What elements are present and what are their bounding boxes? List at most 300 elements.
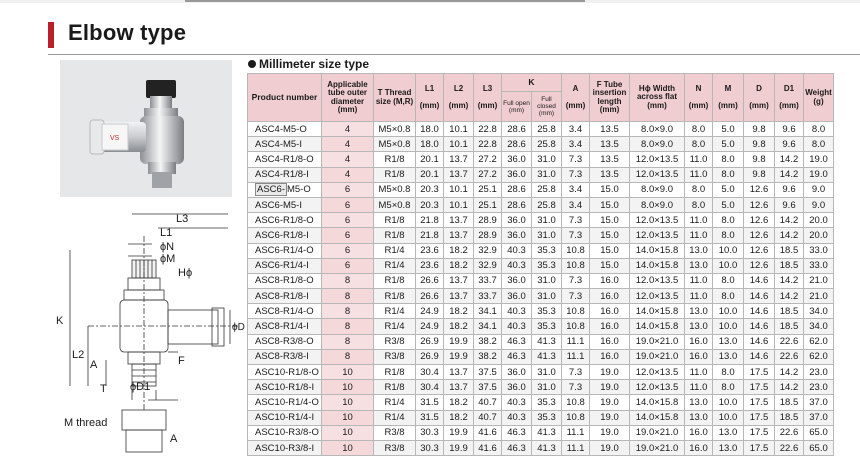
cell-product: ASC8-R1/4-I — [248, 319, 322, 334]
cell-M: 5.0 — [713, 182, 744, 197]
table-row — [248, 334, 834, 349]
cell-H: 12.0×13.5 — [630, 228, 685, 243]
cell-L1: 20.1 — [416, 152, 444, 167]
header-L1 — [416, 74, 444, 122]
cell-L3: 37.5 — [474, 365, 502, 380]
cell-K-closed: 31.0 — [532, 365, 562, 380]
cell-K-open: 40.3 — [502, 395, 532, 410]
cell-K-closed: 41.3 — [532, 334, 562, 349]
cell-F: 13.5 — [590, 152, 630, 167]
cell-L3: 37.5 — [474, 380, 502, 395]
cell-D1: 14.2 — [775, 228, 804, 243]
cell-L1: 21.8 — [416, 228, 444, 243]
cell-weight: 34.0 — [804, 319, 834, 334]
cell-weight: 65.0 — [804, 440, 834, 455]
cell-text: M5-O — [286, 184, 311, 196]
cell-A: 3.4 — [562, 122, 590, 137]
header-D-label: D — [756, 83, 762, 93]
cell-H: 19.0×21.0 — [630, 440, 685, 455]
header-D1 — [775, 74, 804, 122]
cell-F: 15.0 — [590, 228, 630, 243]
cell-tube: 8 — [322, 273, 374, 288]
table-row — [248, 122, 834, 137]
cell-A: 7.3 — [562, 365, 590, 380]
cell-tube: 8 — [322, 319, 374, 334]
header-N — [685, 74, 713, 122]
cell-A: 10.8 — [562, 258, 590, 273]
cell-thread: M5×0.8 — [374, 122, 416, 137]
cell-N: 11.0 — [685, 380, 713, 395]
header-F: F Tube insertion length (mm) — [590, 74, 630, 122]
cell-K-open: 28.6 — [502, 197, 532, 212]
cell-F: 13.5 — [590, 122, 630, 137]
label-A: A — [90, 359, 98, 371]
cell-L2: 19.9 — [444, 349, 474, 364]
cell-F: 19.0 — [590, 365, 630, 380]
cell-product: ASC10-R1/8-O — [248, 365, 322, 380]
cell-product: ASC8-R1/8-I — [248, 289, 322, 304]
cell-N: 8.0 — [685, 182, 713, 197]
cell-L2: 18.2 — [444, 243, 474, 258]
cell-tube: 10 — [322, 365, 374, 380]
cell-tube: 4 — [322, 122, 374, 137]
cell-H: 19.0×21.0 — [630, 425, 685, 440]
cell-weight: 21.0 — [804, 289, 834, 304]
cell-H: 12.0×13.5 — [630, 289, 685, 304]
cell-L2: 18.2 — [444, 410, 474, 425]
cell-M: 8.0 — [713, 380, 744, 395]
cell-M: 8.0 — [713, 273, 744, 288]
cell-L3: 38.2 — [474, 334, 502, 349]
cell-N: 11.0 — [685, 228, 713, 243]
cell-thread: R3/8 — [374, 334, 416, 349]
cell-product: ASC10-R1/4-O — [248, 395, 322, 410]
cell-A: 10.8 — [562, 319, 590, 334]
header-product: Product number — [248, 74, 322, 122]
cell-F: 16.0 — [590, 334, 630, 349]
label-phiD1: ϕD1 — [130, 381, 151, 393]
cell-L2: 10.1 — [444, 197, 474, 212]
cell-A: 11.1 — [562, 349, 590, 364]
cell-A: 7.3 — [562, 228, 590, 243]
cell-K-open: 46.3 — [502, 349, 532, 364]
cell-L2: 13.7 — [444, 152, 474, 167]
cell-F: 16.0 — [590, 273, 630, 288]
label-K: K — [56, 315, 64, 327]
table-row — [248, 152, 834, 167]
cell-M: 10.0 — [713, 410, 744, 425]
cell-thread: R1/8 — [374, 152, 416, 167]
cell-A: 3.4 — [562, 137, 590, 152]
header-A — [562, 74, 590, 122]
cell-weight: 34.0 — [804, 304, 834, 319]
cell-product: ASC4-R1/8-I — [248, 167, 322, 182]
cell-A: 11.1 — [562, 334, 590, 349]
cell-D1: 9.6 — [775, 137, 804, 152]
cell-D: 14.6 — [744, 349, 775, 364]
cell-H: 19.0×21.0 — [630, 349, 685, 364]
cell-K-closed: 41.3 — [532, 440, 562, 455]
label-phiM: ϕM — [160, 253, 176, 265]
cell-L3: 34.1 — [474, 319, 502, 334]
cell-K-closed: 25.8 — [532, 122, 562, 137]
cell-L1: 30.4 — [416, 380, 444, 395]
cell-thread: R1/8 — [374, 273, 416, 288]
cell-F: 15.0 — [590, 213, 630, 228]
table-row — [248, 197, 834, 212]
header-weight: Weight (g) — [804, 74, 834, 122]
elbow-fitting-photo-icon — [60, 60, 232, 197]
cell-tube: 10 — [322, 380, 374, 395]
cell-A: 3.4 — [562, 182, 590, 197]
cell-tube: 6 — [322, 243, 374, 258]
cell-tube: 10 — [322, 425, 374, 440]
header-D1-label: D1 — [783, 83, 795, 93]
cell-H: 12.0×13.5 — [630, 365, 685, 380]
cell-K-closed: 25.8 — [532, 182, 562, 197]
cell-K-open: 36.0 — [502, 289, 532, 304]
cell-H: 12.0×13.5 — [630, 167, 685, 182]
table-row — [248, 289, 834, 304]
cell-product: ASC6-R1/8-O — [248, 213, 322, 228]
cell-M: 13.0 — [713, 425, 744, 440]
cell-L1: 31.5 — [416, 410, 444, 425]
table-row — [248, 258, 834, 273]
cell-H: 12.0×13.5 — [630, 380, 685, 395]
cell-K-closed: 35.3 — [532, 319, 562, 334]
cell-K-open: 40.3 — [502, 258, 532, 273]
cell-F: 15.0 — [590, 243, 630, 258]
cell-K-open: 28.6 — [502, 122, 532, 137]
cell-L3: 40.7 — [474, 395, 502, 410]
cell-D: 9.8 — [744, 122, 775, 137]
cell-thread: R1/4 — [374, 258, 416, 273]
header-M — [713, 74, 744, 122]
cell-D1: 22.6 — [775, 334, 804, 349]
cell-H: 8.0×9.0 — [630, 182, 685, 197]
cell-D: 14.6 — [744, 319, 775, 334]
cell-D1: 9.6 — [775, 197, 804, 212]
table-row — [248, 410, 834, 425]
cell-L3: 41.6 — [474, 425, 502, 440]
cell-F: 19.0 — [590, 410, 630, 425]
cell-K-open: 40.3 — [502, 243, 532, 258]
cell-thread: R1/8 — [374, 289, 416, 304]
label-phiN: ϕN — [160, 241, 175, 253]
cell-tube: 6 — [322, 228, 374, 243]
cell-K-open: 28.6 — [502, 137, 532, 152]
cell-weight: 23.0 — [804, 380, 834, 395]
cell-L2: 10.1 — [444, 137, 474, 152]
cell-A: 7.3 — [562, 273, 590, 288]
cell-D: 14.6 — [744, 334, 775, 349]
cell-D: 12.6 — [744, 182, 775, 197]
cell-weight: 33.0 — [804, 243, 834, 258]
table-row — [248, 167, 834, 182]
cell-L1: 18.0 — [416, 122, 444, 137]
table-row — [248, 319, 834, 334]
cell-thread: R3/8 — [374, 440, 416, 455]
cell-weight: 8.0 — [804, 122, 834, 137]
cell-N: 8.0 — [685, 197, 713, 212]
cell-weight: 21.0 — [804, 273, 834, 288]
cell-product: ASC8-R1/8-O — [248, 273, 322, 288]
cell-tube: 6 — [322, 197, 374, 212]
cell-D: 12.6 — [744, 213, 775, 228]
cell-product: ASC4-M5-I — [248, 137, 322, 152]
label-A2: A — [170, 433, 178, 445]
cell-product: ASC10-R1/8-I — [248, 380, 322, 395]
cell-M: 5.0 — [713, 137, 744, 152]
table-row — [248, 273, 834, 288]
cell-L2: 13.7 — [444, 213, 474, 228]
m-thread-label: M thread — [64, 417, 108, 429]
table-row — [248, 213, 834, 228]
table-row — [248, 395, 834, 410]
cell-L1: 26.6 — [416, 289, 444, 304]
cell-M: 8.0 — [713, 152, 744, 167]
cell-L1: 30.3 — [416, 440, 444, 455]
cell-D: 9.8 — [744, 167, 775, 182]
cell-N: 8.0 — [685, 137, 713, 152]
cell-A: 10.8 — [562, 243, 590, 258]
cell-M: 8.0 — [713, 289, 744, 304]
label-L1: L1 — [160, 227, 173, 239]
cell-weight: 37.0 — [804, 395, 834, 410]
cell-F: 13.5 — [590, 167, 630, 182]
cell-A: 10.8 — [562, 304, 590, 319]
cell-H: 12.0×13.5 — [630, 152, 685, 167]
header-L3-label: L3 — [482, 83, 493, 93]
cell-M: 13.0 — [713, 334, 744, 349]
cell-product: ASC10-R3/8-O — [248, 425, 322, 440]
header-L1-unit: (mm) — [419, 100, 440, 110]
table-row — [248, 243, 834, 258]
cell-H: 14.0×15.8 — [630, 304, 685, 319]
header-L3-unit: (mm) — [477, 100, 498, 110]
cell-thread: R1/4 — [374, 243, 416, 258]
cell-D: 12.6 — [744, 243, 775, 258]
cell-H: 8.0×9.0 — [630, 137, 685, 152]
cell-H: 14.0×15.8 — [630, 243, 685, 258]
cell-N: 11.0 — [685, 213, 713, 228]
header-L2-unit: (mm) — [448, 100, 469, 110]
cell-F: 16.0 — [590, 304, 630, 319]
cell-L3: 34.1 — [474, 304, 502, 319]
header-D1-unit: (mm) — [779, 100, 799, 110]
spec-table-body — [248, 122, 834, 456]
cell-L3: 28.9 — [474, 213, 502, 228]
header-M-label: M — [724, 83, 732, 93]
cell-M: 10.0 — [713, 258, 744, 273]
header-K-closed: Full closed (mm) — [532, 92, 562, 122]
cell-tube: 4 — [322, 137, 374, 152]
cell-thread: R1/8 — [374, 380, 416, 395]
cell-L3: 40.7 — [474, 410, 502, 425]
cell-F: 15.0 — [590, 182, 630, 197]
cell-D1: 14.2 — [775, 152, 804, 167]
dimension-drawing — [48, 210, 243, 452]
cell-L3: 27.2 — [474, 167, 502, 182]
cell-M: 5.0 — [713, 122, 744, 137]
cell-L3: 41.6 — [474, 440, 502, 455]
cell-tube: 10 — [322, 440, 374, 455]
cell-product: ASC4-M5-O — [248, 122, 322, 137]
cell-weight: 19.0 — [804, 152, 834, 167]
header-thread: T Thread size (M,R) — [374, 74, 416, 122]
cell-K-closed: 35.3 — [532, 243, 562, 258]
cell-M: 8.0 — [713, 365, 744, 380]
cell-H: 14.0×15.8 — [630, 410, 685, 425]
header-tube: Applicable tube outer diameter (mm) — [322, 74, 374, 122]
cell-tube: 4 — [322, 167, 374, 182]
header-N-unit: (mm) — [688, 100, 709, 110]
cell-D1: 14.2 — [775, 273, 804, 288]
subtitle-text: Millimeter size type — [259, 57, 370, 71]
cell-A: 11.1 — [562, 440, 590, 455]
cell-N: 13.0 — [685, 410, 713, 425]
cell-weight: 20.0 — [804, 228, 834, 243]
cell-tube: 4 — [322, 152, 374, 167]
table-row — [248, 137, 834, 152]
table-row — [248, 349, 834, 364]
cell-L1: 20.1 — [416, 167, 444, 182]
cell-product: ASC10-R1/4-I — [248, 410, 322, 425]
cell-K-closed: 31.0 — [532, 228, 562, 243]
cell-K-open: 36.0 — [502, 152, 532, 167]
label-F: F — [178, 355, 185, 367]
cell-D1: 18.5 — [775, 243, 804, 258]
cell-A: 7.3 — [562, 152, 590, 167]
cell-M: 8.0 — [713, 213, 744, 228]
cell-F: 15.0 — [590, 258, 630, 273]
header-A-unit: (mm) — [565, 100, 586, 110]
cell-D1: 14.2 — [775, 213, 804, 228]
cell-tube: 8 — [322, 349, 374, 364]
cell-D1: 18.5 — [775, 304, 804, 319]
label-Hphi: Hϕ — [178, 267, 193, 279]
table-row — [248, 304, 834, 319]
header-L2 — [444, 74, 474, 122]
cell-tube: 8 — [322, 304, 374, 319]
cell-thread: R1/8 — [374, 365, 416, 380]
cell-L3: 38.2 — [474, 349, 502, 364]
cell-L1: 23.6 — [416, 258, 444, 273]
cell-D: 14.6 — [744, 289, 775, 304]
cell-F: 16.0 — [590, 319, 630, 334]
cell-L3: 32.9 — [474, 243, 502, 258]
cell-D1: 14.2 — [775, 289, 804, 304]
cell-A: 10.8 — [562, 395, 590, 410]
cell-N: 16.0 — [685, 334, 713, 349]
cell-L3: 28.9 — [474, 228, 502, 243]
cell-thread: R1/4 — [374, 410, 416, 425]
cell-M: 13.0 — [713, 440, 744, 455]
cell-A: 11.1 — [562, 425, 590, 440]
cell-N: 11.0 — [685, 152, 713, 167]
cell-weight: 62.0 — [804, 349, 834, 364]
cell-thread: M5×0.8 — [374, 197, 416, 212]
label-L2: L2 — [72, 349, 85, 361]
cell-D: 17.5 — [744, 380, 775, 395]
header-N-label: N — [695, 83, 702, 93]
cell-product: ASC6-R1/8-I — [248, 228, 322, 243]
cell-weight: 23.0 — [804, 365, 834, 380]
cell-thread: R1/4 — [374, 395, 416, 410]
cell-K-closed: 31.0 — [532, 289, 562, 304]
cell-D: 14.6 — [744, 273, 775, 288]
title-accent-bar — [48, 22, 54, 48]
cell-D: 12.6 — [744, 258, 775, 273]
cell-L1: 26.9 — [416, 349, 444, 364]
cell-L2: 13.7 — [444, 167, 474, 182]
cell-weight: 9.0 — [804, 182, 834, 197]
cell-H: 12.0×13.5 — [630, 273, 685, 288]
cell-F: 19.0 — [590, 395, 630, 410]
cell-F: 16.0 — [590, 289, 630, 304]
cell-thread: M5×0.8 — [374, 137, 416, 152]
cell-K-closed: 35.3 — [532, 258, 562, 273]
cell-K-open: 40.3 — [502, 410, 532, 425]
cell-tube: 8 — [322, 289, 374, 304]
cell-L2: 13.7 — [444, 273, 474, 288]
cell-N: 11.0 — [685, 289, 713, 304]
header-L2-label: L2 — [453, 83, 464, 93]
cell-D: 17.5 — [744, 365, 775, 380]
highlighted-text: ASC6- — [257, 184, 285, 196]
page-title: Elbow type — [68, 20, 187, 45]
cell-K-open: 36.0 — [502, 273, 532, 288]
cell-D1: 22.6 — [775, 440, 804, 455]
cell-K-open: 40.3 — [502, 304, 532, 319]
cell-product: ASC8-R1/4-O — [248, 304, 322, 319]
cell-D1: 22.6 — [775, 349, 804, 364]
cell-L1: 24.9 — [416, 304, 444, 319]
cell-D: 9.8 — [744, 137, 775, 152]
table-row — [248, 365, 834, 380]
cell-H: 12.0×13.5 — [630, 213, 685, 228]
cell-M: 10.0 — [713, 395, 744, 410]
cell-L1: 18.0 — [416, 137, 444, 152]
header-M-unit: (mm) — [718, 100, 738, 110]
cell-K-open: 36.0 — [502, 365, 532, 380]
cell-L3: 25.1 — [474, 182, 502, 197]
table-row — [248, 228, 834, 243]
cell-L1: 23.6 — [416, 243, 444, 258]
cell-L2: 18.2 — [444, 395, 474, 410]
cell-K-closed: 31.0 — [532, 213, 562, 228]
cell-L3: 22.8 — [474, 137, 502, 152]
cell-N: 16.0 — [685, 349, 713, 364]
cell-thread: R1/4 — [374, 319, 416, 334]
cell-M: 13.0 — [713, 349, 744, 364]
title-underline — [48, 54, 860, 55]
cell-L3: 33.7 — [474, 273, 502, 288]
cell-F: 19.0 — [590, 380, 630, 395]
table-row — [248, 182, 834, 197]
table-row — [248, 380, 834, 395]
cell-L2: 10.1 — [444, 182, 474, 197]
cell-product: ASC8-R3/8-I — [248, 349, 322, 364]
label-L3: L3 — [176, 213, 189, 225]
cell-weight: 65.0 — [804, 425, 834, 440]
cell-D1: 18.5 — [775, 395, 804, 410]
table-row — [248, 425, 834, 440]
cell-K-open: 36.0 — [502, 167, 532, 182]
cell-D: 9.8 — [744, 152, 775, 167]
cell-A: 3.4 — [562, 197, 590, 212]
cell-product: ASC6-R1/4-O — [248, 243, 322, 258]
